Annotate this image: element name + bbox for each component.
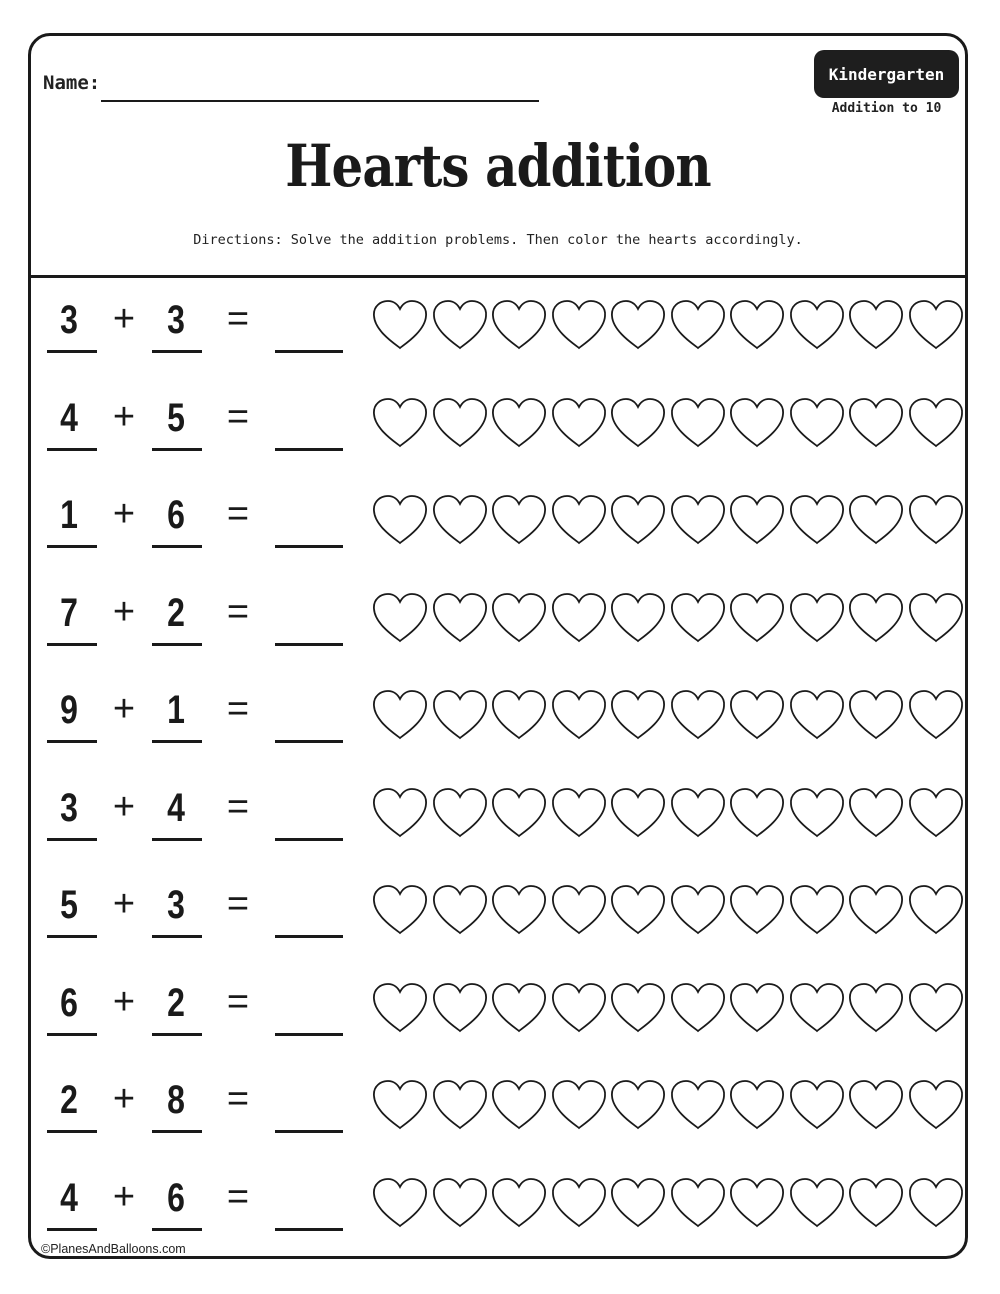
heart-outline-icon[interactable]: [669, 981, 727, 1035]
heart-group: [371, 1078, 968, 1134]
heart-outline-icon[interactable]: [490, 493, 548, 547]
heart-outline-icon[interactable]: [550, 1176, 608, 1230]
heart-outline-icon[interactable]: [728, 591, 786, 645]
heart-outline-icon[interactable]: [728, 1176, 786, 1230]
addend-a: 6: [60, 980, 78, 1025]
addend-a: 4: [60, 1175, 78, 1220]
problem-row: [31, 376, 965, 473]
copyright-text: ©PlanesAndBalloons.com: [41, 1242, 186, 1256]
heart-outline-icon[interactable]: [490, 591, 548, 645]
addend-b-underline: [152, 350, 202, 353]
heart-outline-icon[interactable]: [847, 591, 905, 645]
heart-outline-icon[interactable]: [371, 786, 429, 840]
addend-a-underline: [47, 838, 97, 841]
addend-b: 6: [167, 1175, 185, 1220]
heart-outline-icon[interactable]: [788, 688, 846, 742]
heart-outline-icon[interactable]: [609, 688, 667, 742]
heart-outline-icon[interactable]: [490, 688, 548, 742]
addend-b-underline: [152, 545, 202, 548]
heart-group: [371, 883, 968, 939]
heart-group: [371, 298, 968, 354]
heart-outline-icon[interactable]: [907, 688, 965, 742]
addend-a-underline: [47, 1033, 97, 1036]
heart-outline-icon[interactable]: [788, 883, 846, 937]
heart-outline-icon[interactable]: [609, 981, 667, 1035]
heart-outline-icon[interactable]: [490, 1176, 548, 1230]
addend-b-underline: [152, 448, 202, 451]
addend-b: 3: [167, 298, 185, 342]
heart-outline-icon[interactable]: [490, 981, 548, 1035]
heart-outline-icon[interactable]: [609, 1078, 667, 1132]
heart-outline-icon[interactable]: [788, 493, 846, 547]
heart-outline-icon[interactable]: [669, 591, 727, 645]
addend-a-underline: [47, 350, 97, 353]
heart-outline-icon[interactable]: [371, 1176, 429, 1230]
addend-a: 1: [60, 493, 78, 537]
heart-outline-icon[interactable]: [669, 493, 727, 547]
heart-outline-icon[interactable]: [371, 493, 429, 547]
heart-outline-icon[interactable]: [907, 1176, 965, 1230]
heart-outline-icon[interactable]: [669, 786, 727, 840]
answer-blank[interactable]: [275, 935, 343, 938]
problem-row: [31, 473, 965, 570]
equals-sign: =: [226, 980, 250, 1023]
heart-outline-icon[interactable]: [669, 298, 727, 352]
plus-sign: +: [112, 688, 136, 730]
heart-outline-icon[interactable]: [431, 981, 489, 1035]
problem-row: [31, 863, 965, 960]
heart-outline-icon[interactable]: [847, 688, 905, 742]
problem-row: [31, 278, 965, 375]
answer-blank[interactable]: [275, 448, 343, 451]
addend-b-underline: [152, 740, 202, 743]
heart-outline-icon[interactable]: [728, 493, 786, 547]
problem-row: [31, 1156, 965, 1253]
addend-a-underline: [47, 545, 97, 548]
heart-outline-icon[interactable]: [431, 883, 489, 937]
heart-outline-icon[interactable]: [907, 493, 965, 547]
addend-b: 3: [167, 883, 185, 927]
addend-a-underline: [47, 740, 97, 743]
addend-b: 8: [167, 1078, 185, 1122]
heart-outline-icon[interactable]: [371, 981, 429, 1035]
equals-sign: =: [226, 785, 250, 828]
equals-sign: =: [226, 688, 250, 730]
heart-outline-icon[interactable]: [788, 591, 846, 645]
answer-blank[interactable]: [275, 838, 343, 841]
heart-outline-icon[interactable]: [847, 786, 905, 840]
heart-outline-icon[interactable]: [550, 591, 608, 645]
heart-outline-icon[interactable]: [847, 1176, 905, 1230]
equals-sign: =: [226, 1175, 250, 1218]
heart-outline-icon[interactable]: [371, 883, 429, 937]
addend-b-underline: [152, 1228, 202, 1231]
heart-outline-icon[interactable]: [550, 786, 608, 840]
grade-badge: Kindergarten: [814, 50, 959, 98]
heart-outline-icon[interactable]: [371, 1078, 429, 1132]
heart-outline-icon[interactable]: [847, 396, 905, 450]
problem-row: [31, 1058, 965, 1155]
addend-b: 5: [167, 395, 185, 440]
problem-row: [31, 961, 965, 1058]
heart-group: [371, 981, 968, 1037]
heart-outline-icon[interactable]: [609, 396, 667, 450]
heart-outline-icon[interactable]: [609, 493, 667, 547]
problem-row: [31, 766, 965, 863]
name-label: Name:: [43, 72, 101, 94]
addend-b-underline: [152, 643, 202, 646]
heart-outline-icon[interactable]: [371, 688, 429, 742]
plus-sign: +: [112, 493, 136, 535]
heart-outline-icon[interactable]: [490, 1078, 548, 1132]
addend-b: 1: [167, 688, 185, 732]
heart-outline-icon[interactable]: [371, 298, 429, 352]
heart-outline-icon[interactable]: [669, 1176, 727, 1230]
heart-outline-icon[interactable]: [669, 396, 727, 450]
heart-outline-icon[interactable]: [847, 883, 905, 937]
addend-b-underline: [152, 935, 202, 938]
heart-outline-icon[interactable]: [669, 883, 727, 937]
heart-outline-icon[interactable]: [728, 396, 786, 450]
heart-outline-icon[interactable]: [907, 396, 965, 450]
heart-outline-icon[interactable]: [431, 591, 489, 645]
addend-b-underline: [152, 1033, 202, 1036]
heart-outline-icon[interactable]: [669, 1078, 727, 1132]
answer-blank[interactable]: [275, 545, 343, 548]
equals-sign: =: [226, 298, 250, 340]
heart-outline-icon[interactable]: [788, 981, 846, 1035]
problem-row: [31, 571, 965, 668]
addend-a-underline: [47, 1130, 97, 1133]
heart-outline-icon[interactable]: [550, 1078, 608, 1132]
heart-group: [371, 786, 968, 842]
heart-outline-icon[interactable]: [609, 591, 667, 645]
addend-b-underline: [152, 838, 202, 841]
heart-outline-icon[interactable]: [431, 1078, 489, 1132]
heart-outline-icon[interactable]: [847, 493, 905, 547]
heart-outline-icon[interactable]: [371, 396, 429, 450]
addend-b-underline: [152, 1130, 202, 1133]
grade-badge-subtitle: Addition to 10: [831, 101, 942, 116]
heart-outline-icon[interactable]: [728, 786, 786, 840]
heart-outline-icon[interactable]: [550, 688, 608, 742]
plus-sign: +: [112, 785, 136, 828]
equals-sign: =: [226, 883, 250, 925]
plus-sign: +: [112, 883, 136, 925]
heart-outline-icon[interactable]: [728, 688, 786, 742]
plus-sign: +: [112, 1175, 136, 1218]
heart-group: [371, 1176, 968, 1232]
answer-blank[interactable]: [275, 643, 343, 646]
heart-outline-icon[interactable]: [490, 883, 548, 937]
heart-outline-icon[interactable]: [550, 396, 608, 450]
addend-a: 3: [60, 298, 78, 342]
heart-outline-icon[interactable]: [788, 1078, 846, 1132]
heart-outline-icon[interactable]: [371, 591, 429, 645]
addend-a: 3: [60, 785, 78, 830]
plus-sign: +: [112, 590, 136, 633]
addend-b: 2: [167, 980, 185, 1025]
heart-outline-icon[interactable]: [669, 688, 727, 742]
heart-outline-icon[interactable]: [907, 1078, 965, 1132]
heart-outline-icon[interactable]: [431, 493, 489, 547]
equals-sign: =: [226, 590, 250, 633]
heart-outline-icon[interactable]: [847, 981, 905, 1035]
worksheet-header: [31, 36, 965, 276]
plus-sign: +: [112, 298, 136, 340]
addend-a: 7: [60, 590, 78, 635]
worksheet: [28, 33, 968, 1259]
heart-group: [371, 688, 968, 744]
equals-sign: =: [226, 395, 250, 438]
addend-a-underline: [47, 448, 97, 451]
heart-group: [371, 591, 968, 647]
addend-a: 9: [60, 688, 78, 732]
addend-a: 2: [60, 1078, 78, 1122]
heart-outline-icon[interactable]: [431, 298, 489, 352]
heart-outline-icon[interactable]: [609, 298, 667, 352]
addend-a-underline: [47, 1228, 97, 1231]
heart-outline-icon[interactable]: [609, 1176, 667, 1230]
plus-sign: +: [112, 395, 136, 438]
addend-a: 5: [60, 883, 78, 927]
heart-outline-icon[interactable]: [788, 396, 846, 450]
answer-blank[interactable]: [275, 350, 343, 353]
answer-blank[interactable]: [275, 1033, 343, 1036]
heart-outline-icon[interactable]: [788, 786, 846, 840]
heart-outline-icon[interactable]: [431, 688, 489, 742]
heart-outline-icon[interactable]: [907, 981, 965, 1035]
answer-blank[interactable]: [275, 1130, 343, 1133]
heart-outline-icon[interactable]: [609, 883, 667, 937]
heart-outline-icon[interactable]: [728, 1078, 786, 1132]
heart-outline-icon[interactable]: [431, 396, 489, 450]
addend-b: 2: [167, 590, 185, 635]
problem-row: [31, 668, 965, 765]
equals-sign: =: [226, 493, 250, 535]
heart-outline-icon[interactable]: [490, 786, 548, 840]
page-title: Hearts addition: [285, 132, 711, 200]
problem-list: [31, 278, 965, 1259]
heart-outline-icon[interactable]: [907, 786, 965, 840]
addend-b: 6: [167, 493, 185, 537]
heart-outline-icon[interactable]: [550, 298, 608, 352]
heart-outline-icon[interactable]: [550, 883, 608, 937]
heart-outline-icon[interactable]: [788, 1176, 846, 1230]
heart-outline-icon[interactable]: [550, 981, 608, 1035]
heart-outline-icon[interactable]: [728, 298, 786, 352]
heart-outline-icon[interactable]: [490, 298, 548, 352]
heart-outline-icon[interactable]: [847, 298, 905, 352]
heart-outline-icon[interactable]: [907, 883, 965, 937]
heart-outline-icon[interactable]: [728, 981, 786, 1035]
addend-b: 4: [167, 785, 185, 830]
heart-outline-icon[interactable]: [431, 786, 489, 840]
heart-outline-icon[interactable]: [550, 493, 608, 547]
heart-group: [371, 396, 968, 452]
addend-a-underline: [47, 935, 97, 938]
heart-outline-icon[interactable]: [431, 1176, 489, 1230]
heart-outline-icon[interactable]: [907, 591, 965, 645]
addend-a-underline: [47, 643, 97, 646]
heart-outline-icon[interactable]: [847, 1078, 905, 1132]
equals-sign: =: [226, 1078, 250, 1120]
heart-outline-icon[interactable]: [788, 298, 846, 352]
heart-outline-icon[interactable]: [728, 883, 786, 937]
answer-blank[interactable]: [275, 740, 343, 743]
heart-outline-icon[interactable]: [490, 396, 548, 450]
plus-sign: +: [112, 1078, 136, 1120]
heart-outline-icon[interactable]: [907, 298, 965, 352]
directions-text: Directions: Solve the addition problems. Then color the hearts accordingly.: [193, 232, 803, 248]
plus-sign: +: [112, 980, 136, 1023]
heart-group: [371, 493, 968, 549]
name-field-line[interactable]: [101, 100, 539, 102]
addend-a: 4: [60, 395, 78, 440]
answer-blank[interactable]: [275, 1228, 343, 1231]
heart-outline-icon[interactable]: [609, 786, 667, 840]
